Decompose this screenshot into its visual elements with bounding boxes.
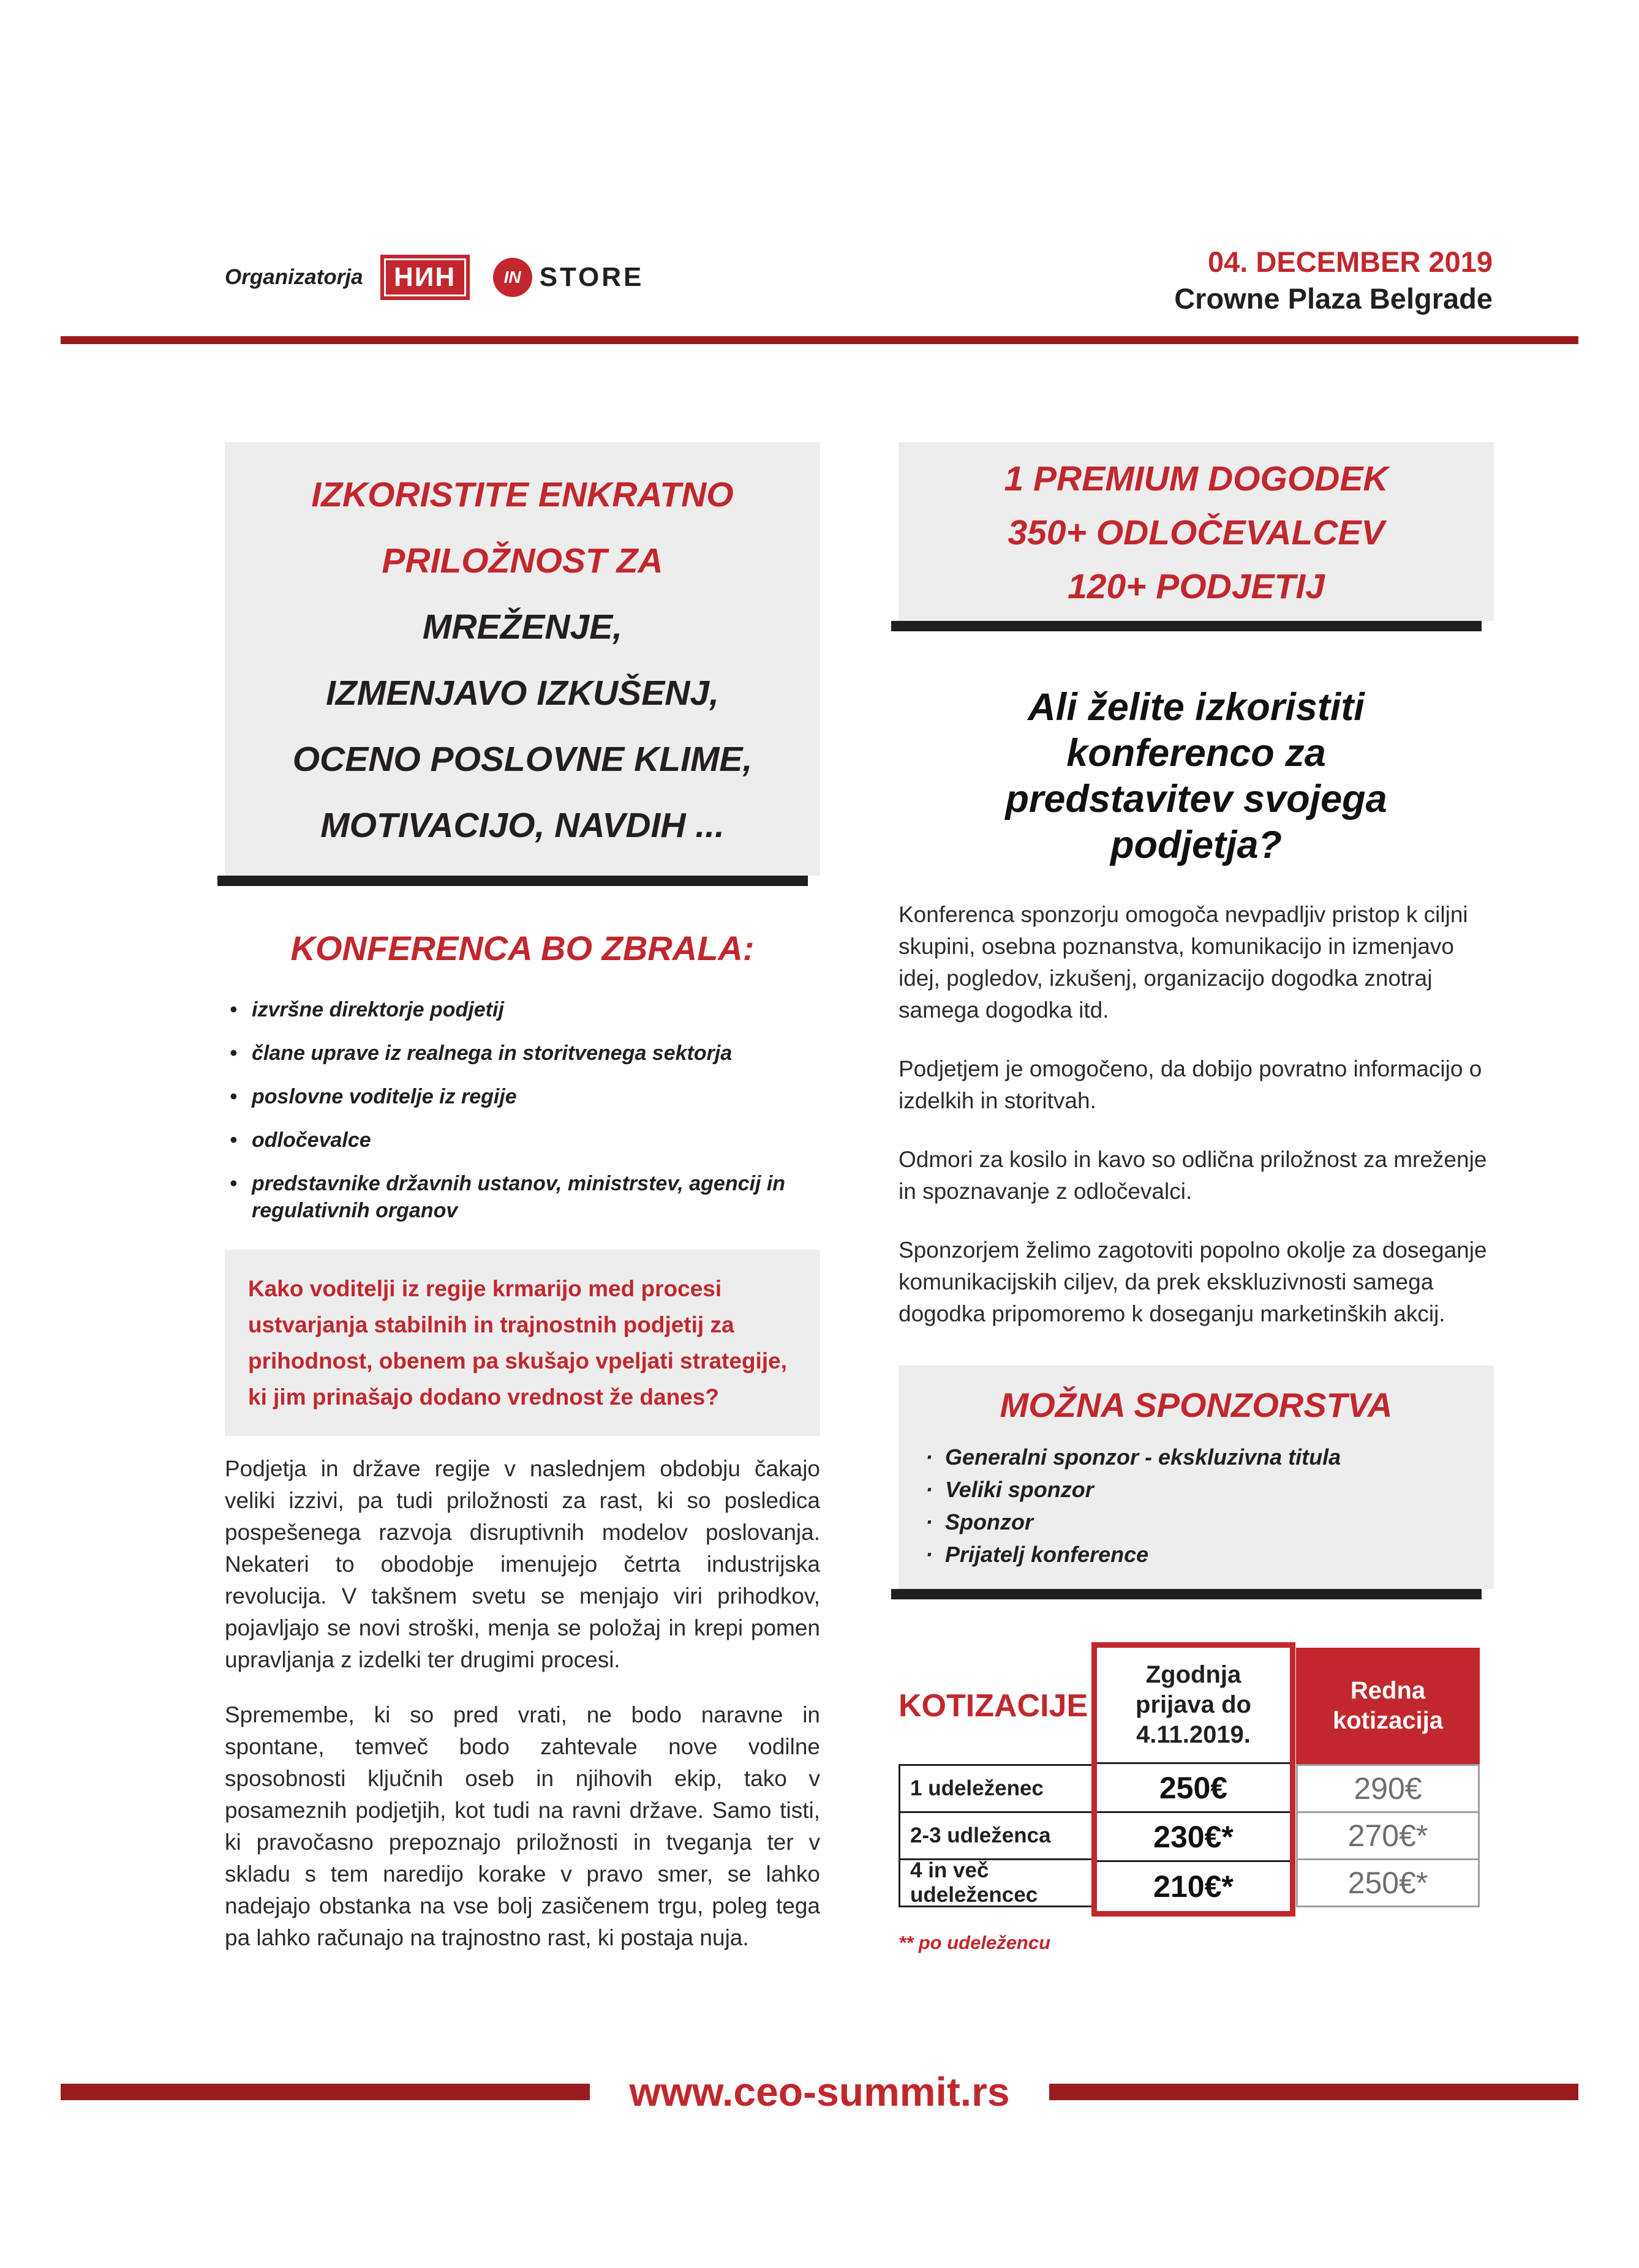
sponsorship-paragraph: Sponzorjem želimo zagotoviti popolno okolje za doseganje komunikacijskih ciljev, da prek ekskluzivnosti samega dogodka pripomoremo k doseganju marketinških akcij. xyxy=(899,1237,1487,1326)
organizers-label: Organizatorja xyxy=(225,265,363,289)
intro-box xyxy=(225,442,820,876)
early-price: 250€ xyxy=(1097,1764,1290,1813)
event-info xyxy=(1174,244,1493,317)
audience-item: • odločevalce xyxy=(225,1127,820,1154)
footer-bar-right xyxy=(1049,2084,1578,2100)
sponsorship-option: · Sponzor xyxy=(925,1506,1467,1538)
early-price: 210€* xyxy=(1153,1869,1234,1904)
instore-logo-text: STORE xyxy=(539,262,644,292)
instore-circle-icon: IN xyxy=(493,258,532,297)
regular-price: 290€ xyxy=(1296,1764,1480,1813)
intro-line: MOTIVACIJO, NAVDIH ... xyxy=(320,806,725,845)
nin-logo-icon xyxy=(380,255,470,300)
pricing-title-cell xyxy=(899,1648,1097,1764)
pricing-labels-column xyxy=(899,1648,1097,1907)
audience-list xyxy=(225,996,820,1224)
intro-line: PRILOŽNOST ZA xyxy=(382,541,663,580)
audience-item: • poslovne voditelje iz regije xyxy=(225,1083,820,1110)
footer xyxy=(61,2068,1578,2115)
header xyxy=(225,244,1493,317)
regular-price: 270€* xyxy=(1296,1811,1480,1860)
event-venue: Crowne Plaza Belgrade xyxy=(1174,282,1493,315)
sponsorship-paragraph: Konferenca sponzorju omogoča nevpadljiv pristop k ciljni skupini, osebna poznanstva, komunikacijo in izmenjavo idej, pogledov, izkušenj, organizacijo dogodka znotraj samega dogodka itd. xyxy=(899,902,1468,1023)
left-column xyxy=(225,442,820,1977)
early-price: 230€* xyxy=(1097,1813,1290,1862)
early-price-column xyxy=(1097,1648,1290,1911)
sponsorship-options-box xyxy=(899,1365,1494,1589)
pricing-row-label: 2-3 udleženca xyxy=(899,1811,1097,1860)
sponsorship-paragraph: Podjetjem je omogočeno, da dobijo povratno informacijo o izdelkih in storitvah. xyxy=(899,1056,1482,1113)
footer-bar-left xyxy=(61,2084,590,2100)
intro-line: IZKORISTITE ENKRATNO xyxy=(311,475,734,514)
body-paragraph: Podjetja in države regije v naslednjem obdobju čakajo veliki izzivi, pa tudi priložnosti za rast, ki so posledica pospešenega razvoja disruptivnih modelov poslovanja. Nekateri to obodobje imenujejo četrta industrijska revolucija. V takšnem svetu se menjajo viri prihodkov, pojavljajo se novi stroški, menja se položaj in krepi pomen upravljanja z izdelki ter drugimi procesi. xyxy=(225,1456,820,1673)
website-url[interactable]: www.ceo-summit.rs xyxy=(629,2069,1010,2114)
title-line: konferenco za xyxy=(1066,732,1326,775)
regular-price-column xyxy=(1296,1648,1480,1907)
question-box: Kako voditelji iz regije krmarijo med procesi ustvarjanja stabilnih in trajnostnih podjetij za prihodnost, obenem pa skušajo vpeljati strategije, ki jim prinašajo dodano vrednost že danes? xyxy=(225,1250,820,1436)
sponsorship-question-title xyxy=(899,685,1494,868)
pricing-row-label: 1 udeleženec xyxy=(899,1764,1097,1813)
body-paragraph: Spremembe, ki so pred vrati, ne bodo naravne in spontane, temveč bodo zahtevale nove vodilne sposobnosti ključnih oseb in njihovih ekip, tako v posameznih podjetjih, kot tudi na ravni države. Samo tisti, ki pravočasno prepoznajo priložnosti in tveganja ter v skladu s tem naredijo korake v pravo smer, se lahko nadejajo obstanka na vse bolj zasičenem trgu, poleg tega pa lahko računajo na trajnostno rast, ki postaja nuja. xyxy=(225,1702,820,1951)
intro-line: IZMENJAVO IZKUŠENJ, xyxy=(326,674,719,713)
pricing-note: ** po udeležencu xyxy=(899,1932,1051,1953)
audience-title: KONFERENCA BO ZBRALA: xyxy=(290,929,755,967)
stats-line: 120+ PODJETIJ xyxy=(1068,567,1325,606)
audience-item: • predstavnike državnih ustanov, ministrstev, agencij in regulativnih organov xyxy=(225,1170,820,1224)
title-line: predstavitev svojega xyxy=(1005,778,1387,820)
stats-line: 1 PREMIUM DOGODEK xyxy=(1004,459,1388,498)
regular-price: 250€* xyxy=(1296,1858,1480,1907)
sponsorship-option: · Prijatelj konference xyxy=(925,1538,1467,1571)
regular-column-header: Redna kotizacija xyxy=(1296,1648,1480,1764)
sponsorship-option: · Generalni sponzor - ekskluzivna titula xyxy=(925,1441,1467,1473)
sponsorship-paragraph: Odmori za kosilo in kavo so odlična priložnost za mreženje in spoznavanje z odločevalci. xyxy=(899,1147,1487,1204)
intro-line: OCENO POSLOVNE KLIME, xyxy=(292,740,753,779)
organizers xyxy=(225,255,644,300)
stats-line: 350+ ODLOČEVALCEV xyxy=(1008,513,1385,552)
pricing-table xyxy=(899,1648,1494,1911)
sponsorship-options-title: MOŽNA SPONZORSTVA xyxy=(1000,1386,1393,1424)
intro-line: MREŽENJE, xyxy=(422,607,623,647)
header-divider xyxy=(61,336,1578,344)
early-column-header: Zgodnja prijava do 4.11.2019. xyxy=(1097,1648,1290,1764)
audience-item: • izvršne direktorje podjetij xyxy=(225,996,820,1023)
title-line: podjetja? xyxy=(1110,824,1282,866)
stats-box xyxy=(899,442,1494,621)
nin-logo-text: НИН xyxy=(394,262,456,292)
pricing-row-label: 4 in več udeležencec xyxy=(899,1858,1097,1907)
instore-logo xyxy=(493,258,644,297)
pricing-title: KOTIZACIJE xyxy=(899,1688,1088,1724)
sponsorship-option: · Veliki sponzor xyxy=(925,1473,1467,1506)
right-column xyxy=(899,442,1494,1954)
title-line: Ali želite izkoristiti xyxy=(1028,686,1365,729)
audience-item: • člane uprave iz realnega in storitvenega sektorja xyxy=(225,1040,820,1067)
event-date: 04. DECEMBER 2019 xyxy=(1208,246,1493,278)
